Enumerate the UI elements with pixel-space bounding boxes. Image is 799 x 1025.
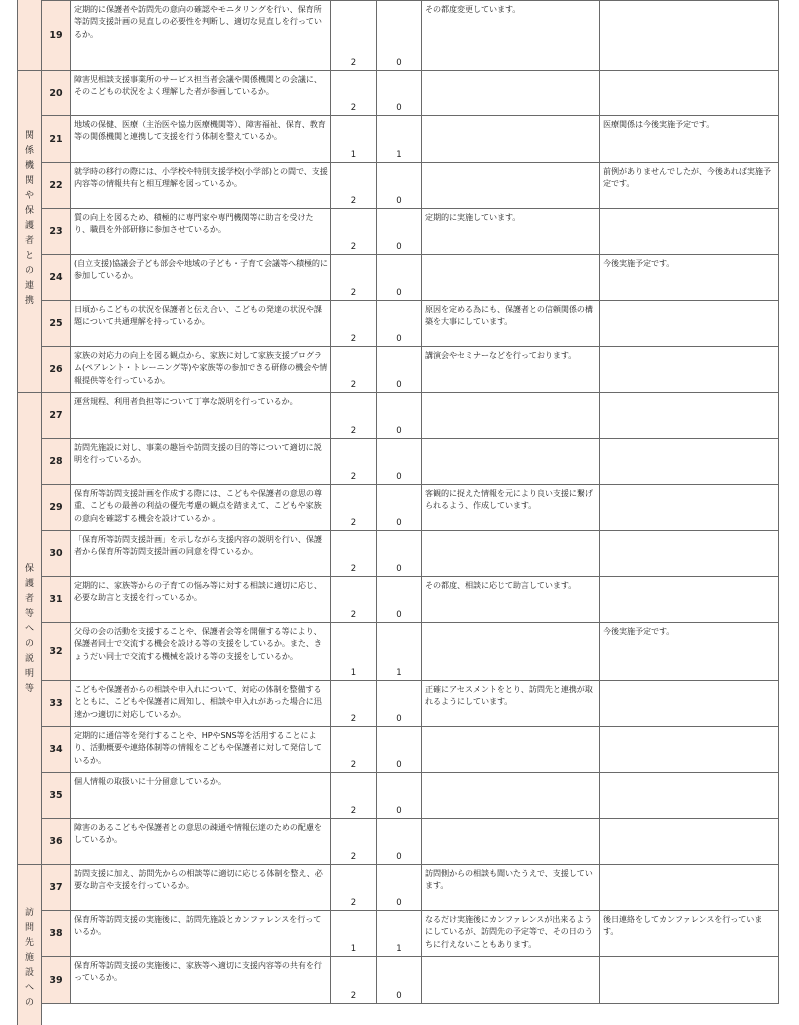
question-text: こどもや保護者からの相談や申入れについて、対応の体制を整備するとともに、こどもや保護者に周知し、相談や申入れがあった場合に迅速かつ適切に対応しているか。 [70, 680, 331, 727]
no-count: 0 [376, 162, 422, 209]
row-number: 38 [41, 910, 71, 957]
no-count: 1 [376, 115, 422, 163]
no-count: 0 [376, 864, 422, 911]
no-count: 0 [376, 254, 422, 301]
yes-count: 2 [330, 392, 377, 439]
comment-text [421, 818, 600, 865]
question-text: 定期的に保護者や訪問先の意向の確認やモニタリングを行い、保育所等訪問支援計画の見直しの必要性を判断し、適切な見直しを行っているか。 [70, 0, 331, 71]
yes-count: 2 [330, 254, 377, 301]
question-text: 運営規程、利用者負担等について丁寧な説明を行っているか。 [70, 392, 331, 439]
row-number: 21 [41, 115, 71, 163]
yes-count: 2 [330, 346, 377, 393]
comment-text [421, 956, 600, 1004]
row-number: 32 [41, 622, 71, 681]
row-number: 29 [41, 484, 71, 531]
yes-count: 2 [330, 300, 377, 347]
improvement-text: 前例がありませんでしたが、今後あれば実施予定です。 [599, 162, 779, 209]
comment-text [421, 438, 600, 485]
comment-text: 客観的に捉えた情報を元により良い支援に繋げられるよう、作成しています。 [421, 484, 600, 531]
comment-text [421, 530, 600, 577]
yes-count: 2 [330, 0, 377, 71]
section-label: 訪 問 先 施 設 へ の [24, 908, 34, 1008]
improvement-text [599, 208, 779, 255]
question-text: 訪問支援に加え、訪問先からの相談等に適切に応じる体制を整え、必要な助言や支援を行っているか。 [70, 864, 331, 911]
no-count: 0 [376, 346, 422, 393]
question-text: 就学時の移行の際には、小学校や特別支援学校(小学部)との間で、支援内容等の情報共有と相互理解を図っているか。 [70, 162, 331, 209]
no-count: 0 [376, 208, 422, 255]
comment-text: なるだけ実施後にカンファレンスが出来るようにしているが、訪問先の予定等で、その日のうちに行えないこともあります。 [421, 910, 600, 957]
row-number: 28 [41, 438, 71, 485]
yes-count: 2 [330, 70, 377, 116]
improvement-text [599, 0, 779, 71]
comment-text [421, 115, 600, 163]
comment-text [421, 772, 600, 819]
yes-count: 2 [330, 680, 377, 727]
comment-text [421, 392, 600, 439]
no-count: 0 [376, 726, 422, 773]
row-number: 39 [41, 956, 71, 1004]
comment-text: その都度、相談に応じて助言しています。 [421, 576, 600, 623]
improvement-text [599, 346, 779, 393]
section-category-cell [17, 70, 42, 393]
no-count: 1 [376, 910, 422, 957]
section-label: 保 護 者 等 へ の 説 明 等 [24, 564, 34, 694]
row-number: 22 [41, 162, 71, 209]
question-text: 質の向上を図るため、積極的に専門家や専門機関等に助言を受けたり、職員を外部研修に参加させているか。 [70, 208, 331, 255]
no-count: 0 [376, 300, 422, 347]
comment-text [421, 162, 600, 209]
row-number: 33 [41, 680, 71, 727]
question-text: 保育所等訪問支援の実施後に、訪問先施設とカンファレンスを行っているか。 [70, 910, 331, 957]
question-text: 定期的に、家族等からの子育ての悩み等に対する相談に適切に応じ、必要な助言と支援を行っているか。 [70, 576, 331, 623]
question-text: 保育所等訪問支援の実施後に、家族等へ適切に支援内容等の共有を行っているか。 [70, 956, 331, 1004]
yes-count: 2 [330, 438, 377, 485]
comment-text: 訪問側からの相談も聞いたうえで、支援しています。 [421, 864, 600, 911]
row-number: 23 [41, 208, 71, 255]
improvement-text: 今後実施予定です。 [599, 622, 779, 681]
row-number: 26 [41, 346, 71, 393]
yes-count: 2 [330, 772, 377, 819]
row-number: 20 [41, 70, 71, 116]
yes-count: 1 [330, 910, 377, 957]
row-number: 31 [41, 576, 71, 623]
yes-count: 2 [330, 530, 377, 577]
question-text: 保育所等訪問支援計画を作成する際には、こどもや保護者の意思の尊重、こどもの最善の利益の優先考慮の観点を踏まえて、こどもや家族の意向を確認する機会を設けているか 。 [70, 484, 331, 531]
yes-count: 1 [330, 622, 377, 681]
no-count: 0 [376, 392, 422, 439]
section-label: 関 係 機 関 や 保 護 者 と の 連 携 [24, 131, 34, 306]
improvement-text [599, 680, 779, 727]
row-number: 27 [41, 392, 71, 439]
question-text: 訪問先施設に対し、事業の趣旨や訪問支援の目的等について適切に説明を行っているか。 [70, 438, 331, 485]
no-count: 0 [376, 530, 422, 577]
row-number: 34 [41, 726, 71, 773]
yes-count: 2 [330, 818, 377, 865]
improvement-text [599, 726, 779, 773]
row-number: 25 [41, 300, 71, 347]
row-number: 36 [41, 818, 71, 865]
section-category-cell [17, 0, 42, 71]
yes-count: 2 [330, 576, 377, 623]
improvement-text [599, 484, 779, 531]
comment-text [421, 622, 600, 681]
improvement-text [599, 864, 779, 911]
comment-text [421, 70, 600, 116]
comment-text: その都度変更しています。 [421, 0, 600, 71]
question-text: 障害のあるこどもや保護者との意思の疎通や情報伝達のための配慮をしているか。 [70, 818, 331, 865]
question-text: 定期的に通信等を発行することや、HPやSNS等を活用することにより、活動概要や連絡体制等の情報をこどもや保護者に対して発信しているか。 [70, 726, 331, 773]
improvement-text [599, 70, 779, 116]
yes-count: 1 [330, 115, 377, 163]
question-text: 地域の保健、医療（主治医や協力医療機関等）、障害福祉、保育、教育等の関係機関と連携して支援を行う体制を整えているか。 [70, 115, 331, 163]
row-number: 35 [41, 772, 71, 819]
improvement-text [599, 956, 779, 1004]
no-count: 0 [376, 956, 422, 1004]
question-text: 「保育所等訪問支援計画」を示しながら支援内容の説明を行い、保護者から保育所等訪問支援計画の同意を得ているか。 [70, 530, 331, 577]
row-number: 19 [41, 0, 71, 71]
no-count: 0 [376, 70, 422, 116]
improvement-text [599, 576, 779, 623]
improvement-text [599, 392, 779, 439]
question-text: (自立支援)協議会子ども部会や地域の子ども・子育て会議等へ積極的に参加しているか。 [70, 254, 331, 301]
comment-text: 講演会やセミナーなどを行っております。 [421, 346, 600, 393]
no-count: 0 [376, 772, 422, 819]
no-count: 1 [376, 622, 422, 681]
improvement-text [599, 772, 779, 819]
yes-count: 2 [330, 956, 377, 1004]
yes-count: 2 [330, 484, 377, 531]
row-number: 30 [41, 530, 71, 577]
row-number: 24 [41, 254, 71, 301]
no-count: 0 [376, 438, 422, 485]
improvement-text [599, 438, 779, 485]
no-count: 0 [376, 576, 422, 623]
improvement-text: 医療関係は今後実施予定です。 [599, 115, 779, 163]
comment-text [421, 254, 600, 301]
improvement-text: 後日連絡をしてカンファレンスを行っています。 [599, 910, 779, 957]
question-text: 家族の対応力の向上を図る観点から、家族に対して家族支援プログラム(ペアレント・トレーニング等)や家族等の参加できる研修の機会や情報提供等を行っているか。 [70, 346, 331, 393]
yes-count: 2 [330, 208, 377, 255]
comment-text: 定期的に実施しています。 [421, 208, 600, 255]
yes-count: 2 [330, 162, 377, 209]
section-category-cell [17, 392, 42, 865]
row-number: 37 [41, 864, 71, 911]
improvement-text: 今後実施予定です。 [599, 254, 779, 301]
improvement-text [599, 530, 779, 577]
yes-count: 2 [330, 864, 377, 911]
no-count: 0 [376, 680, 422, 727]
question-text: 個人情報の取扱いに十分留意しているか。 [70, 772, 331, 819]
comment-text: 原因を定める為にも、保護者との信頼関係の構築を大事にしています。 [421, 300, 600, 347]
no-count: 0 [376, 818, 422, 865]
comment-text [421, 726, 600, 773]
no-count: 0 [376, 0, 422, 71]
yes-count: 2 [330, 726, 377, 773]
question-text: 日頃からこどもの状況を保護者と伝え合い、こどもの発達の状況や課題について共通理解を持っているか。 [70, 300, 331, 347]
no-count: 0 [376, 484, 422, 531]
question-text: 父母の会の活動を支援することや、保護者会等を開催する等により、保護者同士で交流する機会を設ける等の支援をしているか。また、きょうだい同士で交流する機械を設ける等の支援をしているか。 [70, 622, 331, 681]
question-text: 障害児相談支援事業所のサービス担当者会議や関係機関との会議に、そのこどもの状況をよく理解した者が参画しているか。 [70, 70, 331, 116]
comment-text: 正確にアセスメントをとり、訪問先と連携が取れるようにしています。 [421, 680, 600, 727]
improvement-text [599, 818, 779, 865]
improvement-text [599, 300, 779, 347]
section-category-cell [17, 864, 42, 1025]
